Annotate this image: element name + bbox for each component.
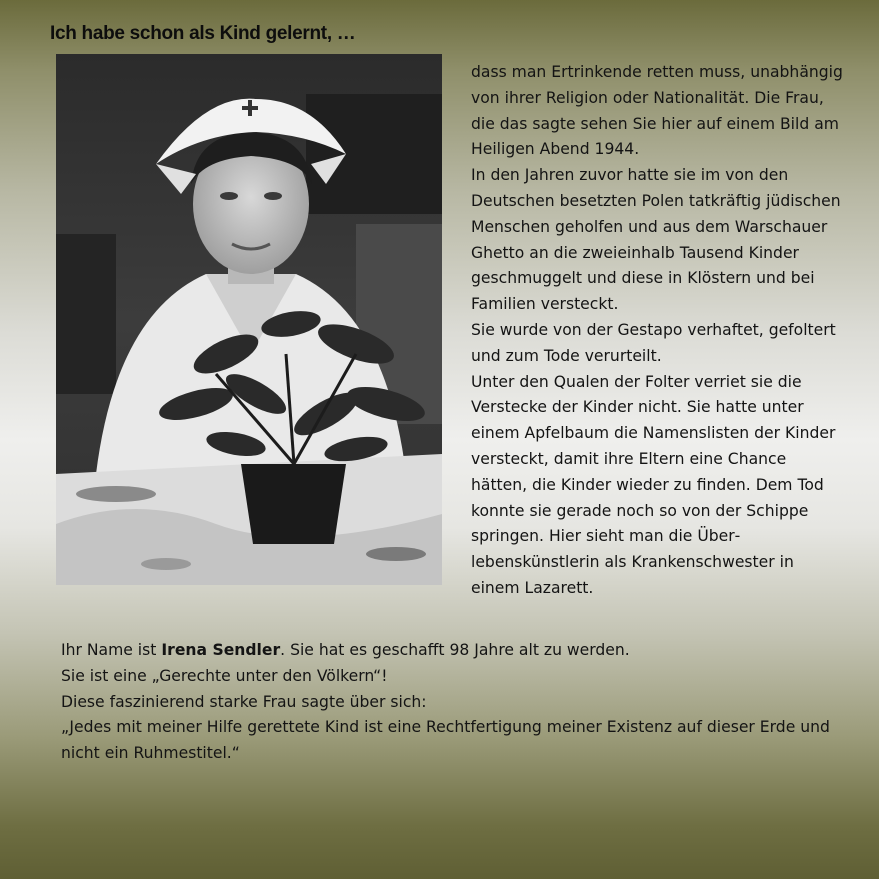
page-title: Ich habe schon als Kind gelernt, … (50, 23, 356, 44)
nurse-photo (56, 54, 442, 585)
footer-line-righteous: Sie ist eine „Gerechte unter den Völkern“! (61, 666, 388, 685)
story-paragraph: In den Jahren zuvor hatte sie im von den Deutschen besetzten Polen tatkräftig jüdischen Menschen geholfen und aus dem Warschauer Ghetto an die zweieinhalb Tausend Kinder geschmuggelt und diese in Klöstern und bei Familien versteckt. (471, 166, 841, 314)
footer-name-prefix: Ihr Name ist (61, 641, 162, 659)
footer-text (61, 638, 851, 767)
footer-line-name (61, 638, 851, 664)
story-paragraph: Sie wurde von der Gestapo verhaftet, gefoltert und zum Tode verurteilt. (471, 320, 836, 365)
footer-quote: „Jedes mit meiner Hilfe gerettete Kind ist eine Rechtfertigung meiner Existenz auf dieser Erde und nicht ein Ruhmestitel.“ (61, 718, 830, 763)
story-paragraph: dass man Ertrinkende retten muss, unabhängig von ihrer Religion oder Nationalität. Die Frau, die das sagte sehen Sie hier auf einem Bild am Heiligen Abend 1944. (471, 63, 843, 159)
story-text (471, 60, 843, 602)
nurse-photo-illustration (56, 54, 442, 585)
story-paragraph: Unter den Qualen der Folter verriet sie die Verstecke der Kinder nicht. Sie hatte unter einem Apfelbaum die Namenslisten der Kinder versteckt, damit ihre Eltern eine Chance hätten, die Kinder wieder zu finden. Dem Tod konnte sie gerade noch so von der Schippe springen. Hier sieht man die Überlebenskünstlerin als Krankenschwester in einem Lazarett. (471, 372, 836, 597)
footer-line-intro: Diese faszinierend starke Frau sagte über sich: (61, 692, 427, 711)
person-name: Irena Sendler (161, 641, 281, 659)
footer-name-suffix: . Sie hat es geschafft 98 Jahre alt zu werden. (280, 641, 630, 659)
